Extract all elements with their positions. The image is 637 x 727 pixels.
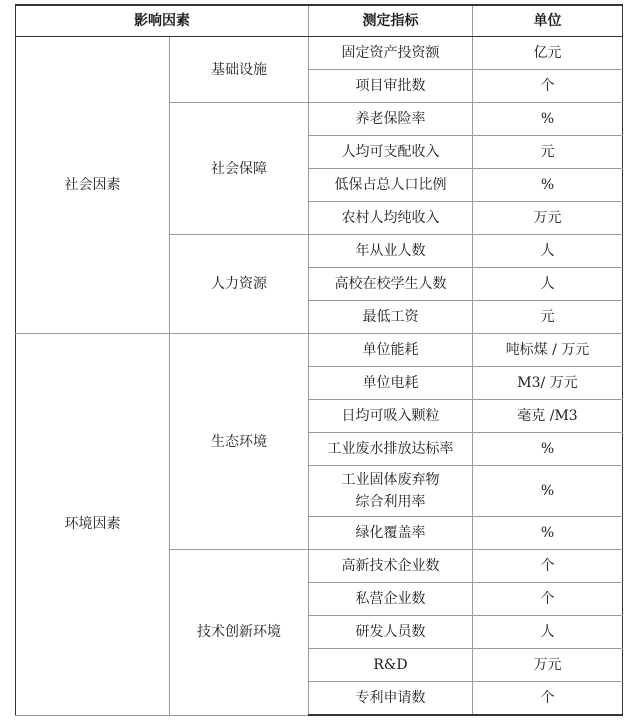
- table-body: [16, 37, 623, 716]
- indicator-cell: 私营企业数: [309, 583, 473, 616]
- indicator-cell: 日均可吸入颗粒: [309, 400, 473, 433]
- unit-cell: %: [473, 103, 623, 136]
- indicator-cell: 高新技术企业数: [309, 550, 473, 583]
- subgroup-name-cell: 社会保障: [170, 103, 309, 235]
- subgroup-name-cell: 生态环境: [170, 334, 309, 550]
- indicator-cell: 单位电耗: [309, 367, 473, 400]
- table-row: [16, 334, 623, 367]
- table-row: [16, 37, 623, 70]
- unit-cell: %: [473, 466, 623, 517]
- unit-cell: 个: [473, 550, 623, 583]
- indicator-table: [15, 4, 623, 716]
- indicator-cell: 农村人均纯收入: [309, 202, 473, 235]
- indicator-cell: 最低工资: [309, 301, 473, 334]
- unit-cell: 人: [473, 616, 623, 649]
- unit-cell: %: [473, 517, 623, 550]
- indicator-cell: 工业废水排放达标率: [309, 433, 473, 466]
- unit-cell: 亿元: [473, 37, 623, 70]
- indicator-cell: 人均可支配收入: [309, 136, 473, 169]
- indicator-cell: 项目审批数: [309, 70, 473, 103]
- indicator-cell: 研发人员数: [309, 616, 473, 649]
- header-row: [16, 5, 623, 37]
- indicator-cell: 养老保险率: [309, 103, 473, 136]
- indicator-cell: 专利申请数: [309, 682, 473, 716]
- indicator-cell: 高校在校学生人数: [309, 268, 473, 301]
- unit-cell: %: [473, 433, 623, 466]
- unit-cell: 毫克 /M3: [473, 400, 623, 433]
- table-container: [15, 4, 622, 716]
- indicator-cell: 年从业人数: [309, 235, 473, 268]
- indicator-cell: R&D: [309, 649, 473, 682]
- group-name-cell: 社会因素: [16, 37, 170, 334]
- header-unit: 单位: [473, 5, 623, 37]
- indicator-cell: 单位能耗: [309, 334, 473, 367]
- unit-cell: %: [473, 169, 623, 202]
- group-name-cell: 环境因素: [16, 334, 170, 716]
- unit-cell: 人: [473, 268, 623, 301]
- indicator-cell: 工业固体废弃物 综合利用率: [309, 466, 473, 517]
- unit-cell: 个: [473, 70, 623, 103]
- subgroup-name-cell: 基础设施: [170, 37, 309, 103]
- indicator-cell: 固定资产投资额: [309, 37, 473, 70]
- unit-cell: 万元: [473, 202, 623, 235]
- subgroup-name-cell: 技术创新环境: [170, 550, 309, 716]
- unit-cell: 人: [473, 235, 623, 268]
- subgroup-name-cell: 人力资源: [170, 235, 309, 334]
- indicator-cell: 绿化覆盖率: [309, 517, 473, 550]
- unit-cell: M3/ 万元: [473, 367, 623, 400]
- unit-cell: 个: [473, 682, 623, 716]
- unit-cell: 元: [473, 136, 623, 169]
- indicator-cell: 低保占总人口比例: [309, 169, 473, 202]
- unit-cell: 吨标煤 / 万元: [473, 334, 623, 367]
- unit-cell: 万元: [473, 649, 623, 682]
- header-factor: 影响因素: [16, 5, 309, 37]
- unit-cell: 元: [473, 301, 623, 334]
- header-indicator: 测定指标: [309, 5, 473, 37]
- unit-cell: 个: [473, 583, 623, 616]
